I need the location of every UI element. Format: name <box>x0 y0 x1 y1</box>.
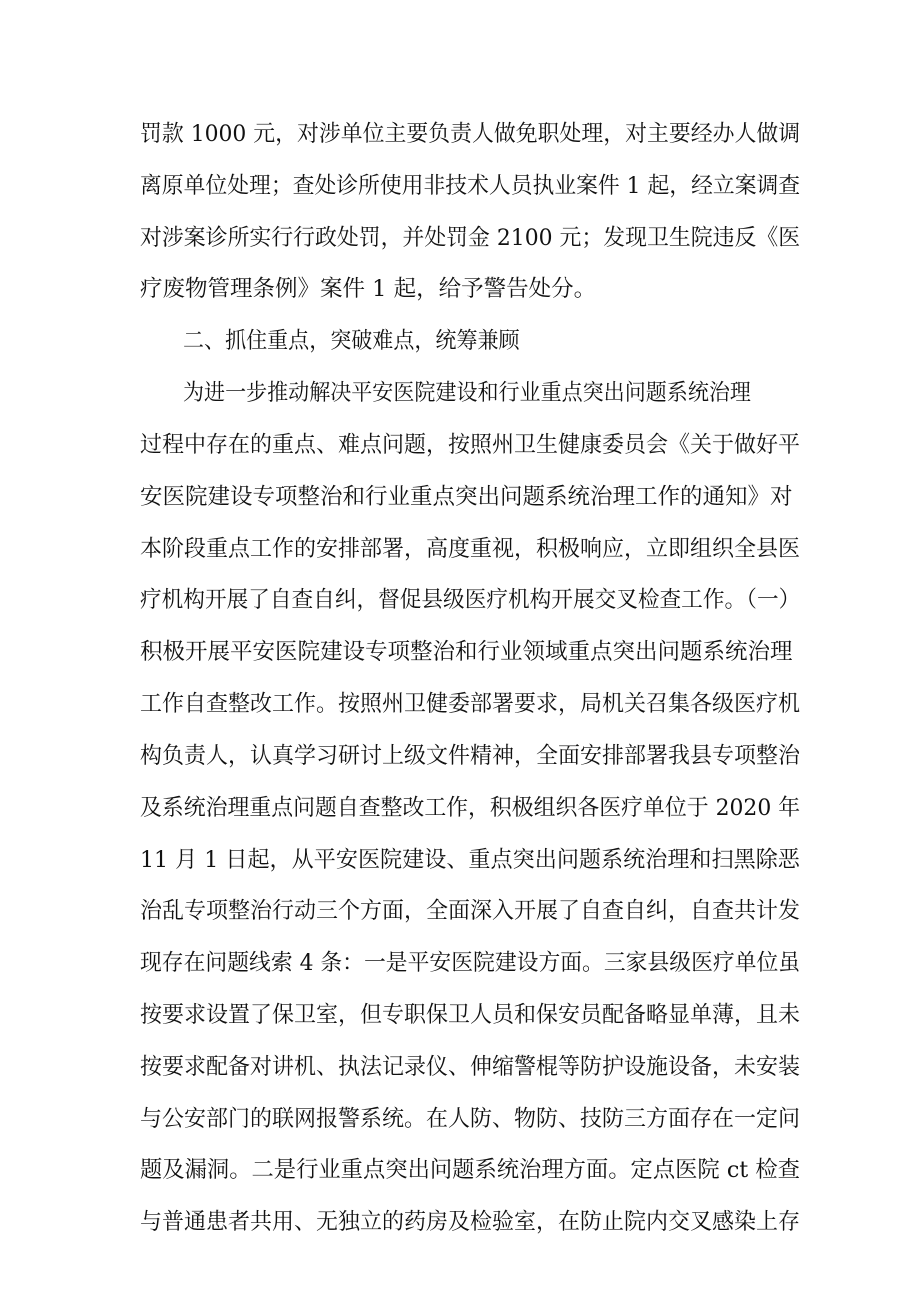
text-line: 11 月 1 日起，从平安医院建设、重点突出问题系统治理和扫黑除恶 <box>140 847 800 873</box>
text-line: 安医院建设专项整治和行业重点突出问题系统治理工作的通知》对 <box>140 484 793 510</box>
text-line: 为进一步推动解决平安医院建设和行业重点突出问题系统治理 <box>183 380 751 406</box>
text-line: 工作自查整改工作。按照州卫健委部署要求，局机关召集各级医疗机 <box>140 691 801 717</box>
text-line: 构负责人，认真学习研讨上级文件精神，全面安排部署我县专项整治 <box>140 743 801 769</box>
text-line: 本阶段重点工作的安排部署，高度重视，积极响应，立即组织全县医 <box>140 536 801 562</box>
text-line: 过程中存在的重点、难点问题，按照州卫生健康委员会《关于做好平 <box>140 432 801 458</box>
text-line: 罚款 1000 元，对涉单位主要负责人做免职处理，对主要经办人做调 <box>140 121 801 147</box>
text-line: 与公安部门的联网报警系统。在人防、物防、技防三方面存在一定问 <box>140 1106 801 1132</box>
text-line: 及系统治理重点问题自查整改工作，积极组织各医疗单位于 2020 年 <box>140 795 801 821</box>
text-line: 疗机构开展了自查自纠，督促县级医疗机构开展交叉检查工作。（一） <box>140 587 801 613</box>
text-line: 按要求设置了保卫室，但专职保卫人员和保安员配备略显单薄，且未 <box>140 1002 801 1028</box>
text-line: 与普通患者共用、无独立的药房及检验室，在防止院内交叉感染上存 <box>140 1209 801 1235</box>
text-line: 积极开展平安医院建设专项整治和行业领域重点突出问题系统治理 <box>140 639 793 665</box>
text-line: 现存在问题线索 4 条：一是平安医院建设方面。三家县级医疗单位虽 <box>140 950 801 976</box>
text-line: 离原单位处理；查处诊所使用非技术人员执业案件 1 起，经立案调查 <box>140 173 801 199</box>
text-line: 题及漏洞。二是行业重点突出问题系统治理方面。定点医院 ct 检查 <box>140 1157 800 1183</box>
text-line: 治乱专项整治行动三个方面，全面深入开展了自查自纠，自查共计发 <box>140 898 801 924</box>
text-line: 按要求配备对讲机、执法记录仪、伸缩警棍等防护设施设备，未安装 <box>140 1054 801 1080</box>
section-heading: 二、抓住重点，突破难点，统筹兼顾 <box>183 328 520 354</box>
text-line: 对涉案诊所实行行政处罚，并处罚金 2100 元；发现卫生院违反《医 <box>140 225 801 251</box>
text-line: 疗废物管理条例》案件 1 起，给予警告处分。 <box>140 276 597 302</box>
